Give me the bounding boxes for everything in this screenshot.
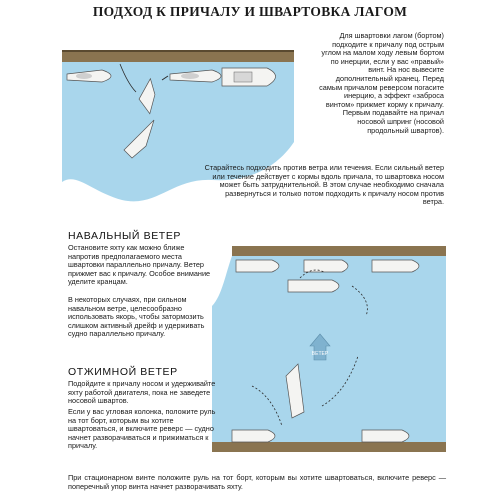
motorboat-right bbox=[222, 68, 276, 86]
onshore-paragraph-1: Остановите яхту как можно ближе напротив предполагаемого места швартовки параллельно причалу. Ветер прижмет вас к причалу. Особое внимание уделите кранцам. bbox=[68, 243, 211, 287]
offshore-paragraph-3: При стационарном винте положите руль на тот борт, которым вы хотите швартоваться, включите реверс — поперечный упор винта начнет разворачивать яхту. bbox=[68, 473, 446, 491]
yacht bbox=[304, 260, 348, 272]
yacht bbox=[236, 260, 279, 272]
yacht bbox=[362, 430, 409, 442]
pier-top bbox=[232, 246, 446, 256]
offshore-paragraph-2: Если у вас угловая колонка, положите руль на тот борт, которым вы хотите швартоваться, и включите реверс — судно начнет разворачиваться и прижиматься к причалу. bbox=[68, 407, 216, 451]
offshore-heading: ОТЖИМНОЙ ВЕТЕР bbox=[68, 366, 178, 378]
yacht-drifting bbox=[288, 280, 339, 292]
pier-bottom bbox=[212, 442, 446, 452]
yacht bbox=[372, 260, 419, 272]
intro-paragraph-1: Для швартовки лагом (бортом) подходите к причалу под острым углом на малом ходу левым бортом по инерции, если у вас «правый» винт. На нос вывесите дополнительный кранец. Перед самым причалом реверсом погасите инерцию, а эффект «заброса винтом» прижмет корму к причалу. Первым подавайте на причал носовой шпринг (носовой продольный швартов). bbox=[319, 31, 444, 135]
onshore-heading: НАВАЛЬНЫЙ ВЕТЕР bbox=[68, 230, 182, 242]
pier bbox=[62, 52, 294, 62]
intro-paragraph-2: Старайтесь подходить против ветра или течения. Если сильный ветер или течение действует с кормы вдоль причала, то швартовка носом может быть затруднительной. В этом случае необходимо сначала развернуться и только потом подходить к причалу носом против ветра. bbox=[204, 163, 444, 207]
wind-label: ВЕТЕР bbox=[311, 351, 329, 357]
page-title: ПОДХОД К ПРИЧАЛУ И ШВАРТОВКА ЛАГОМ bbox=[92, 4, 408, 19]
offshore-paragraph-1: Подойдите к причалу носом и удерживайте яхту работой двигателя, пока не заведете носовой швартов. bbox=[68, 379, 216, 406]
wind-diagram bbox=[212, 236, 446, 474]
wind-diagram-svg bbox=[212, 236, 446, 474]
yacht bbox=[232, 430, 275, 442]
onshore-paragraph-2: В некоторых случаях, при сильном навальном ветре, целесообразно использовать якорь, чтобы затормозить слишком активный дрейф и удерживать судно параллельно причалу. bbox=[68, 295, 205, 339]
